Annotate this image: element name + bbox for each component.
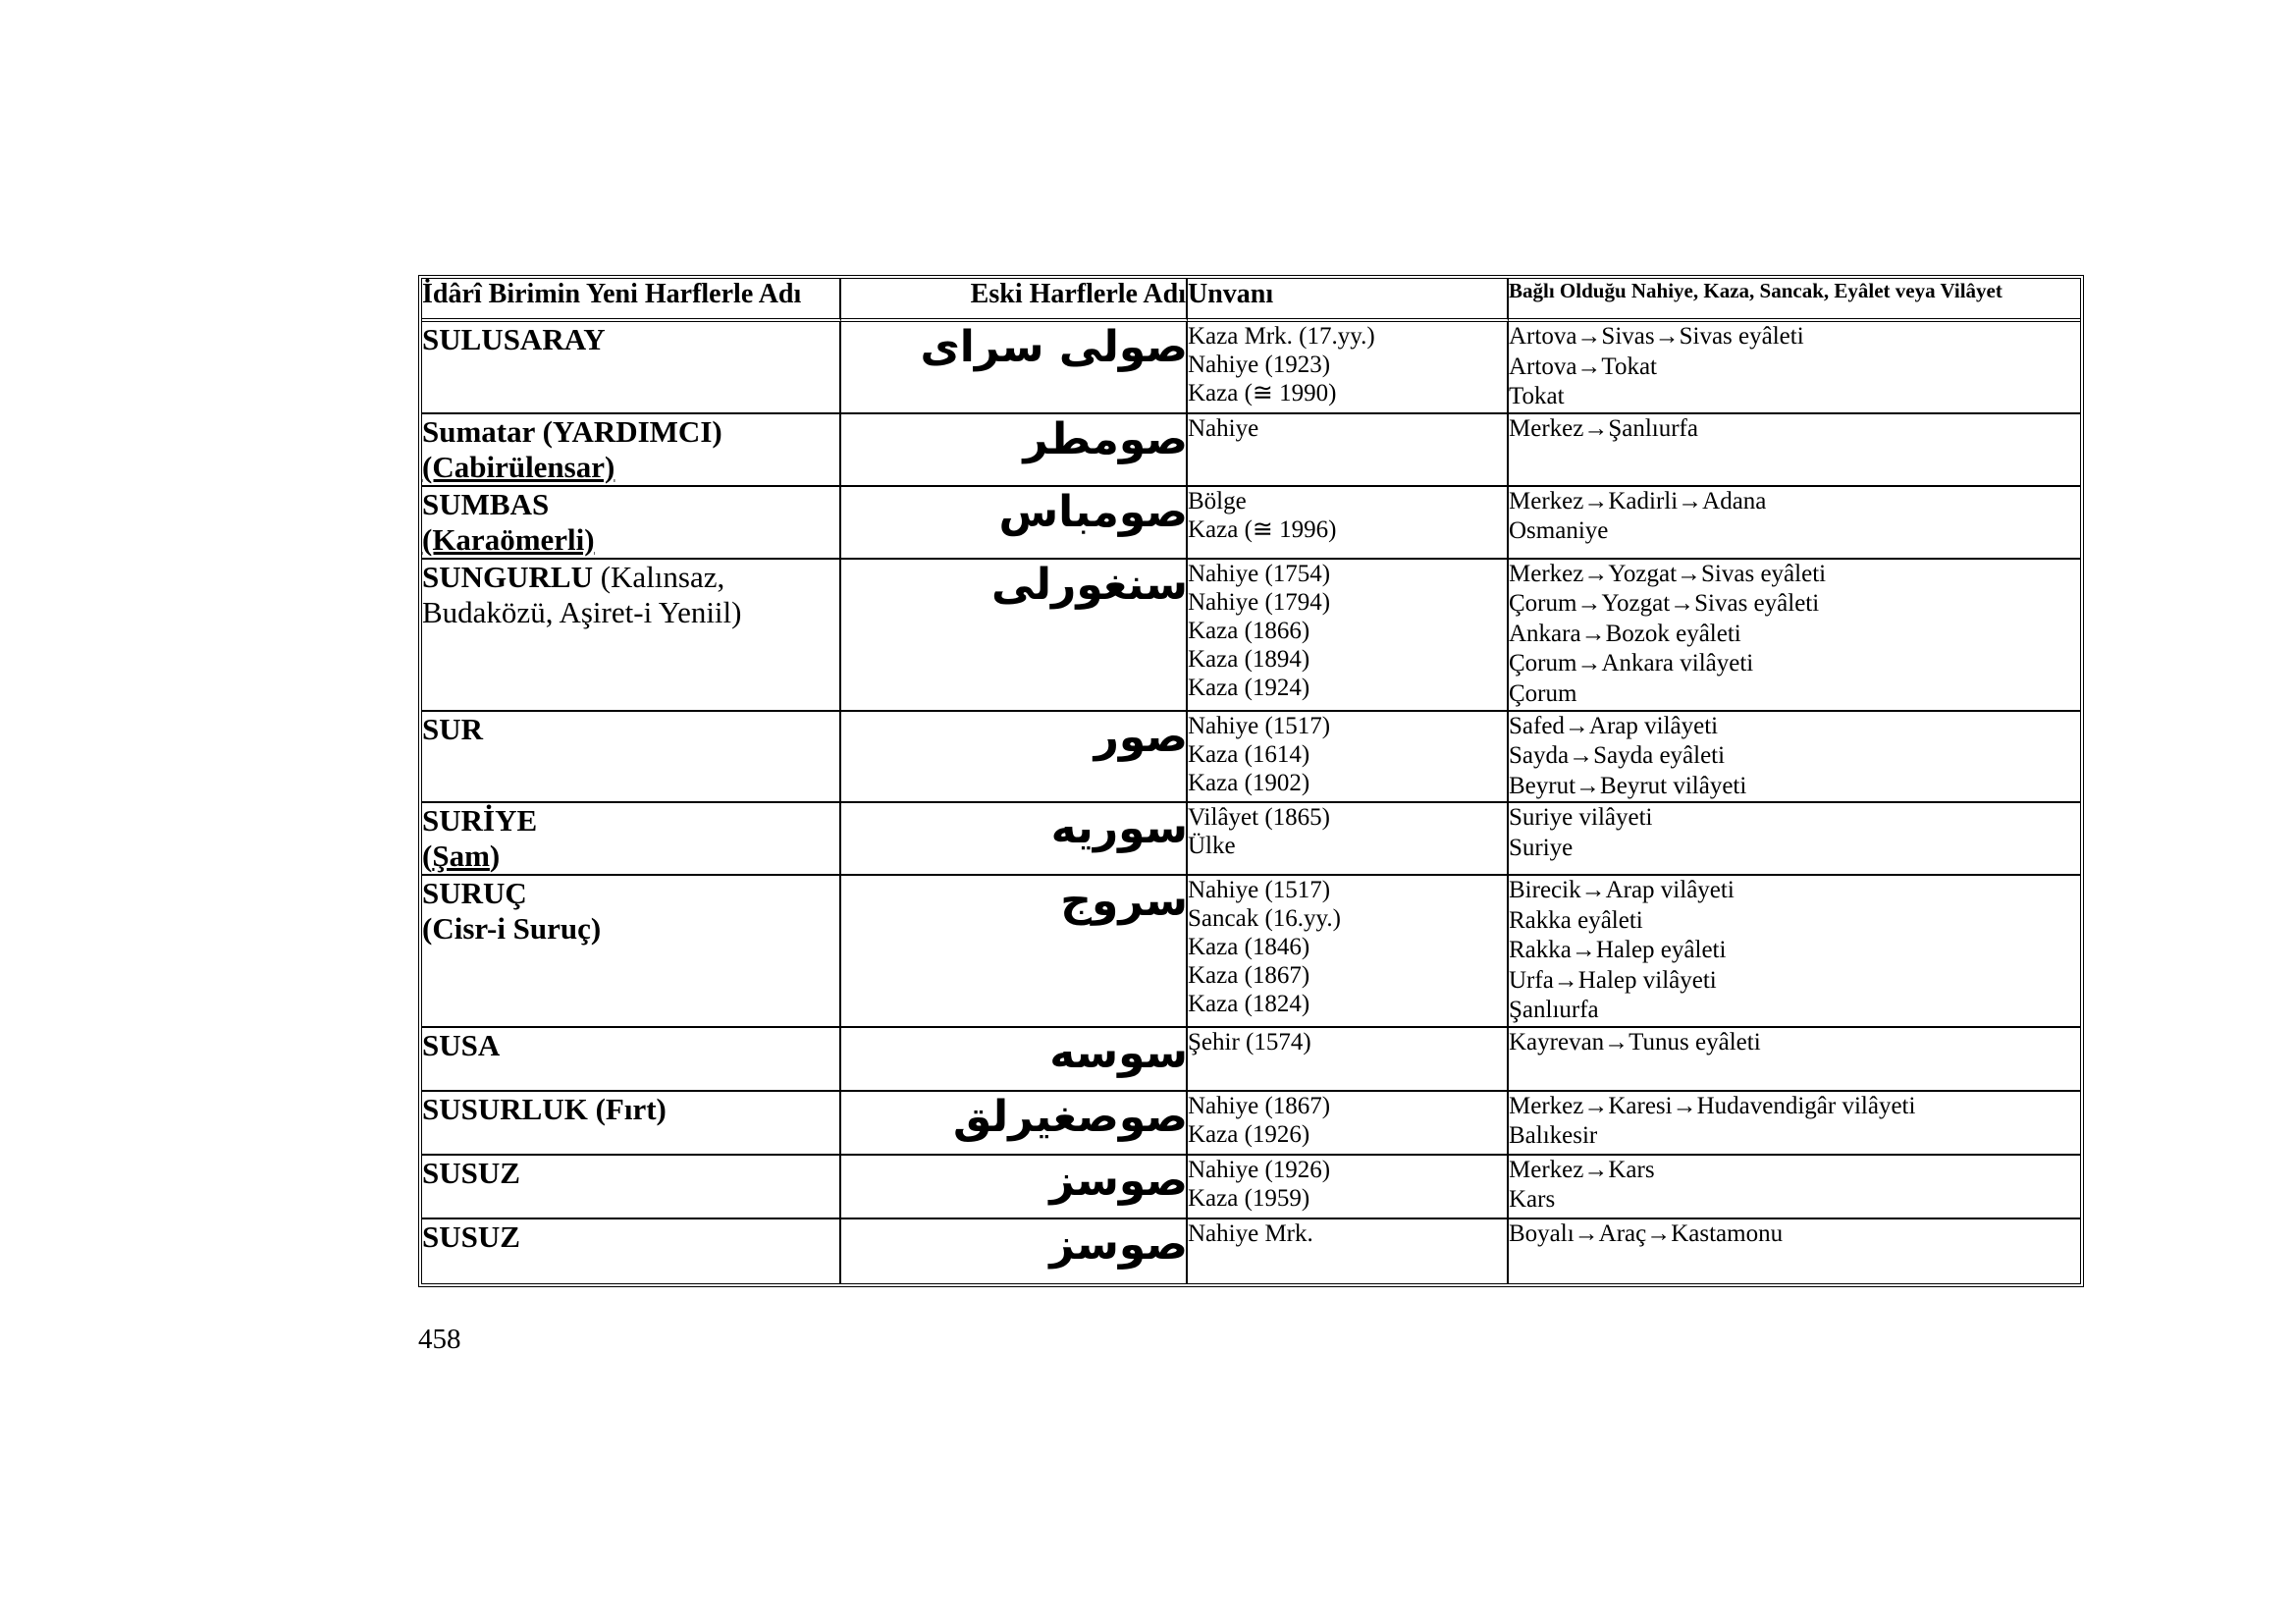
unit-name-cell	[422, 1028, 841, 1092]
table-header-row	[422, 279, 2080, 322]
parent-unit-entry: Çorum	[1509, 679, 1577, 707]
parent-unit-entry: Kars	[1509, 1186, 1556, 1213]
unit-name: SUR	[422, 711, 484, 746]
unit-name: SUNGURLU	[422, 559, 593, 594]
unit-name-cell	[422, 322, 841, 414]
header-ottoman-name: Eski Harflerle Adı	[841, 279, 1188, 322]
ottoman-name-cell: صومطر	[841, 414, 1188, 487]
parent-unit-entry: Birecik→Arap vilâyeti	[1509, 877, 1735, 903]
unit-name-cell	[422, 560, 841, 712]
unit-alternate-name: (Cabirülensar)	[422, 449, 615, 484]
title-entry: Nahiye	[1188, 414, 1259, 442]
ottoman-name-cell: صوسز	[841, 1219, 1188, 1283]
parent-unit-entry: Merkez→Karesi→Hudavendigâr vilâyeti	[1509, 1092, 1916, 1119]
title-cell	[1188, 1092, 1509, 1156]
title-entry: Kaza (1894)	[1188, 645, 1310, 673]
unit-alternate-name: (Kalınsaz, Budaközü, Aşiret-i Yeniil)	[422, 559, 742, 629]
header-parent-unit: Bağlı Olduğu Nahiye, Kaza, Sancak, Eyâlet veya Vilâyet	[1509, 279, 2080, 322]
underlined-alternate-name: Şam	[432, 839, 490, 873]
title-entry: Kaza (1866)	[1188, 617, 1310, 644]
header-title: Unvanı	[1188, 279, 1509, 322]
title-entry: Bölge	[1188, 487, 1247, 514]
title-cell	[1188, 487, 1509, 560]
title-entry: Kaza (1614)	[1188, 740, 1310, 768]
ottoman-name-cell: صولى سراى	[841, 322, 1188, 414]
parent-unit-entry: Osmaniye	[1509, 517, 1609, 544]
ottoman-name-cell: صور	[841, 712, 1188, 804]
parent-unit-entry: Boyalı→Araç→Kastamonu	[1509, 1219, 1784, 1247]
title-cell	[1188, 560, 1509, 712]
unit-alternate-name: (Cisr-i Suruç)	[422, 911, 602, 946]
unit-name: SUSUZ	[422, 1155, 520, 1190]
parent-unit-entry: Safed→Arap vilâyeti	[1509, 712, 1719, 739]
title-entry: Nahiye (1926)	[1188, 1156, 1331, 1183]
title-entry: Nahiye Mrk.	[1188, 1219, 1313, 1247]
title-entry: Kaza (1902)	[1188, 769, 1310, 796]
parent-unit-entry: Artova→Tokat	[1509, 352, 1657, 380]
parent-unit-entry: Merkez→Şanlıurfa	[1509, 414, 1698, 442]
table-row	[422, 560, 2080, 712]
header-new-name: İdârî Birimin Yeni Harflerle Adı	[422, 279, 841, 322]
unit-name: SUSURLUK (Fırt)	[422, 1091, 667, 1126]
table-row	[422, 1092, 2080, 1156]
title-cell	[1188, 876, 1509, 1028]
title-cell	[1188, 1156, 1509, 1219]
table-row	[422, 712, 2080, 804]
title-entry: Vilâyet (1865)	[1188, 804, 1330, 831]
parent-unit-entry: Çorum→Ankara vilâyeti	[1509, 650, 1754, 677]
unit-name-cell	[422, 1092, 841, 1156]
parent-unit-cell	[1509, 1092, 2080, 1156]
title-entry: Sancak (16.yy.)	[1188, 905, 1341, 932]
title-entry: Nahiye (1867)	[1188, 1092, 1331, 1119]
title-entry: Kaza (1924)	[1188, 674, 1310, 701]
table-row	[422, 803, 2080, 876]
title-cell	[1188, 712, 1509, 804]
title-entry: Ülke	[1188, 833, 1236, 859]
parent-unit-cell	[1509, 560, 2080, 712]
title-entry: Kaza (1959)	[1188, 1184, 1310, 1212]
title-entry: Kaza (1846)	[1188, 934, 1310, 960]
title-cell	[1188, 1219, 1509, 1283]
parent-unit-entry: Artova→Sivas→Sivas eyâleti	[1509, 323, 1804, 350]
unit-name: Sumatar (YARDIMCI)	[422, 413, 722, 449]
parent-unit-entry: Urfa→Halep vilâyeti	[1509, 966, 1717, 994]
parent-unit-entry: Ankara→Bozok eyâleti	[1509, 620, 1741, 647]
unit-name-cell	[422, 876, 841, 1028]
unit-name-cell	[422, 712, 841, 804]
ottoman-name-cell: سنغورلى	[841, 560, 1188, 712]
parent-unit-cell	[1509, 487, 2080, 560]
parent-unit-entry: Rakka→Halep eyâleti	[1509, 937, 1727, 963]
title-entry: Kaza (1926)	[1188, 1120, 1310, 1148]
page-number: 458	[418, 1324, 461, 1355]
title-entry: Kaza (1867)	[1188, 962, 1310, 989]
table-row	[422, 322, 2080, 414]
unit-name: SUMBAS	[422, 486, 550, 521]
parent-unit-entry: Sayda→Sayda eyâleti	[1509, 742, 1726, 769]
ottoman-name-cell: صوسز	[841, 1156, 1188, 1219]
table-row	[422, 487, 2080, 560]
title-entry: Nahiye (1517)	[1188, 712, 1331, 739]
parent-unit-cell	[1509, 803, 2080, 876]
title-entry: Şehir (1574)	[1188, 1028, 1311, 1056]
parent-unit-cell	[1509, 1028, 2080, 1092]
title-entry: Nahiye (1754)	[1188, 560, 1331, 587]
administrative-units-table	[418, 275, 2084, 1287]
parent-unit-entry: Rakka eyâleti	[1509, 906, 1643, 934]
title-cell	[1188, 414, 1509, 487]
unit-name-cell	[422, 414, 841, 487]
parent-unit-cell	[1509, 414, 2080, 487]
parent-unit-entry: Tokat	[1509, 383, 1565, 409]
table-row	[422, 1156, 2080, 1219]
parent-unit-entry: Suriye vilâyeti	[1509, 804, 1653, 831]
table-row	[422, 1219, 2080, 1283]
unit-name-cell	[422, 1156, 841, 1219]
parent-unit-entry: Balıkesir	[1509, 1122, 1598, 1149]
title-cell	[1188, 322, 1509, 414]
table-row	[422, 414, 2080, 487]
title-entry: Kaza (≅ 1990)	[1188, 380, 1337, 406]
parent-unit-entry: Merkez→Kadirli→Adana	[1509, 487, 1767, 514]
title-cell	[1188, 803, 1509, 876]
unit-name: SULUSARAY	[422, 322, 606, 356]
title-entry: Nahiye (1794)	[1188, 588, 1331, 616]
ottoman-name-cell: صومباس	[841, 487, 1188, 560]
parent-unit-cell	[1509, 1156, 2080, 1219]
title-entry: Nahiye (1923)	[1188, 352, 1331, 378]
title-cell	[1188, 1028, 1509, 1092]
table-row	[422, 1028, 2080, 1092]
table-row	[422, 876, 2080, 1028]
unit-alternate-name: (Karaömerli)	[422, 521, 595, 557]
title-entry: Kaza (1824)	[1188, 991, 1310, 1017]
unit-name-cell	[422, 1219, 841, 1283]
parent-unit-cell	[1509, 712, 2080, 804]
parent-unit-cell	[1509, 1219, 2080, 1283]
parent-unit-entry: Şanlıurfa	[1509, 997, 1599, 1023]
unit-name: SURİYE	[422, 803, 538, 838]
unit-name-cell	[422, 803, 841, 876]
parent-unit-entry: Çorum→Yozgat→Sivas eyâleti	[1509, 590, 1820, 617]
ottoman-name-cell: سوريه	[841, 803, 1188, 876]
parent-unit-entry: Merkez→Yozgat→Sivas eyâleti	[1509, 560, 1827, 587]
title-entry: Nahiye (1517)	[1188, 877, 1331, 903]
ottoman-name-cell: سوسه	[841, 1028, 1188, 1092]
parent-unit-entry: Suriye	[1509, 834, 1574, 861]
parent-unit-cell	[1509, 322, 2080, 414]
parent-unit-entry: Beyrut→Beyrut vilâyeti	[1509, 772, 1747, 799]
title-entry: Kaza (≅ 1996)	[1188, 515, 1337, 543]
unit-name: SUSA	[422, 1027, 501, 1062]
ottoman-name-cell: سروج	[841, 876, 1188, 1028]
parent-unit-entry: Merkez→Kars	[1509, 1156, 1655, 1183]
unit-name: SUSUZ	[422, 1218, 520, 1254]
ottoman-name-cell: صوصغيرلق	[841, 1092, 1188, 1156]
unit-name-cell	[422, 487, 841, 560]
parent-unit-cell	[1509, 876, 2080, 1028]
title-entry: Kaza Mrk. (17.yy.)	[1188, 323, 1375, 350]
parent-unit-entry: Kayrevan→Tunus eyâleti	[1509, 1028, 1761, 1056]
unit-name: SURUÇ	[422, 876, 527, 910]
unit-alternate-name: (Şam)	[422, 839, 501, 873]
